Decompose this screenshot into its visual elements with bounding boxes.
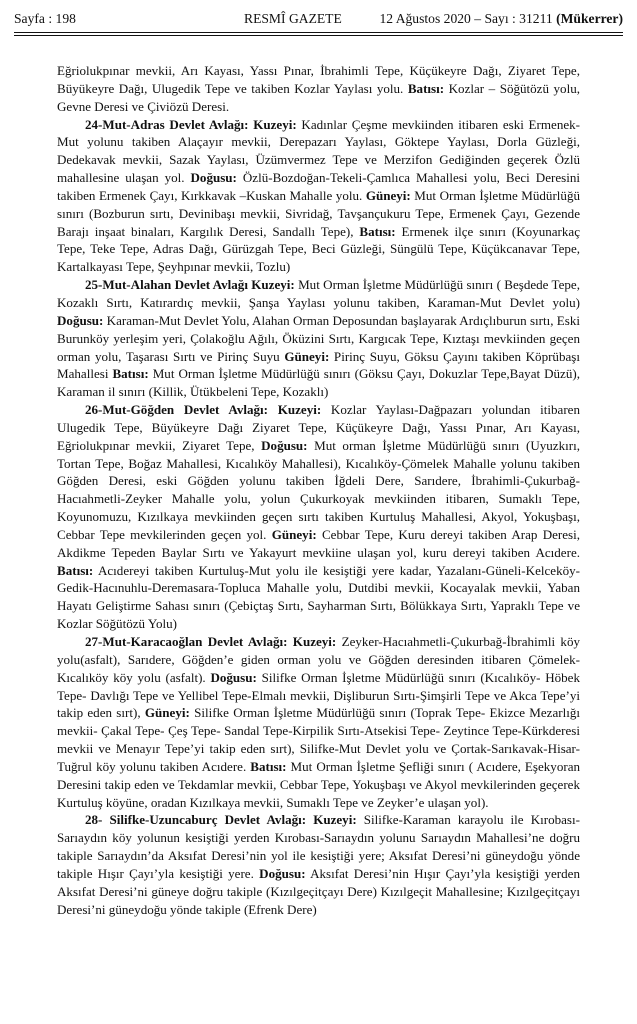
section-26 (57, 401, 580, 633)
section-25 (57, 276, 580, 401)
section-27-title: 27-Mut-Karacaoğlan Devlet Avlağı: (85, 634, 293, 649)
section-24-south-text: Mut Orman İşletme Müdürlüğü sınırı (Bozburun sırtı, Devinibaşı mevkii, Sivridağ, Tavşançukuru Tepe, Ermenek Çayı, Gezende Barajı inşaat binaları, Kargılık Deresi, Sandallı Tepe), (57, 187, 581, 239)
page-header (14, 8, 623, 30)
section-24-west-label: Batısı: (359, 223, 396, 239)
section-26-north-text: Kozlar Yaylası-Dağpazarı yolundan itibaren Ulugedik Tepe, Büyükeyre Dağı Ziyaret Tepe, Küçükeyre Dağı, Yassı Pınar, Arı Kayası, Eğriolukpınar mevkii, Ziyaret Tepe, (57, 402, 580, 453)
section-25-east-text: Karaman-Mut Devlet Yolu, Alahan Orman Deposundan başlayarak Ardıçlıburun sırtı, Eski Burunköy yerleşim yeri, Çolakoğlu Ağılı, Öküzini Sırtı, Kargıcak Tepe, Kıztaşı mevkiinden geçen orman yolu, Taşarası Sırtı ve Pirinç Suyu (57, 312, 580, 364)
section-25-north-text: Mut Orman İşletme Müdürlüğü sınırı ( Beşdede Tepe, Kozaklı Sırtı, Katırardıç mevkii, Şanşa Yaylası yolunu takiben, Karaman-Mut Devlet yolu) (57, 277, 580, 310)
section-25-south-text: Pirinç Suyu, Göksu Çayını takiben Köprübaşı Mahallesi (57, 348, 580, 382)
header-rule-bottom (14, 35, 623, 36)
intro-text-2: Kozlar – Söğütözü yolu, Gevne Deresi ve Çiviözü Deresi. (57, 80, 580, 114)
section-27-south-text: Silifke Orman İşletme Müdürlüğü sınırı (Toprak Tepe- Ekizce Mezarlığı mevkii- Çakal Tepe- Çeş Tepe- Sandal Tepe-Kirpilik Sırtı-Atsekisi Tepe- Zeytince Tepe-Kürkderesi mevkii ve Menayır Tepe’yi takip eden sırt), Silifke-Mut Devlet yolu ve Çortak-Sarıkavak-Hisar-Tuğrul köy yolunu takiben Acıdere. (57, 705, 580, 774)
section-26-south-text: Cebbar Tepe, Kuru dereyi takiben Arap Deresi, Akdikme Tepeden Baylar Sırtı ve Yakayurt mevkiine ulaşan yol, kuru dereyi takiben Acıdere. (57, 526, 581, 560)
section-28-east-text: Aksıfat Deresi’nin Hışır Çayı’yla kesiştiği yerden Aksıfat Deresi’ni güneye doğru takiple (Kızılgeçitçayı Dere) Kızılgeçit Mahallesine; Kızılgeçitçayı Deresi’ni güneydoğu yönde takiple (Efrenk Dere) (57, 865, 580, 917)
section-27 (57, 633, 580, 811)
intro-west-label: Batısı: (407, 80, 445, 96)
section-28-east-label: Doğusu: (259, 865, 306, 881)
section-25-title: 25-Mut-Alahan Devlet Avlağı Kuzeyi: (85, 277, 299, 293)
section-27-east-label: Doğusu: (210, 669, 257, 685)
section-26-south-label: Güneyi: (271, 526, 317, 542)
section-27-south-label: Güneyi: (144, 705, 190, 721)
section-26-north-label: Kuzeyi: (277, 402, 322, 418)
section-28-north-label: Kuzeyi: (313, 812, 357, 828)
header-rule-top (14, 32, 623, 33)
section-26-west-text: Acıdereyi takiben Kurtuluş-Mut yolu ile kesiştiği yere kadar, Yazalanı-Güneli-Kelceköy- Gedik-Hacınuhlu-Deremasara-Topluca Mahalle yolu, Dutdibi mevkii, Kocayalak mevkii, Yaban Hayatı Geliştirme Sahası sınırı (Çebiçtaş Sırtı, Sayharman Sırtı, Bölükkaya Sırtı, Yapraklı Tepe ve Kozlar Söğütözü Yolu) (57, 562, 580, 632)
section-28-title: 28- Silifke-Uzuncaburç Devlet Avlağı: (85, 812, 314, 828)
page-number: Sayfa : 198 (14, 11, 76, 26)
issue-date-number: 12 Ağustos 2020 – Sayı : 31211 (379, 11, 557, 26)
section-25-west-label: Batısı: (112, 366, 149, 382)
section-27-north-text: Zeyker-Hacıahmetli-Çukurbağ-İbrahimli köy yolu(asfalt), Sarıdere, Göğden’e giden orman yolu ve Göğden deresinden itibaren Çömelek-Kıcalıköy köy yolu (asfalt). (57, 634, 580, 685)
section-24-east-text: Özlü-Bozdoğan-Tekeli-Çamlıca Mahallesi yolu, Beci Deresini takiben Ermenek Çayı, Kırkkavak –Kuskan Mahalle yolu. (57, 170, 580, 203)
section-25-south-label: Güneyi: (284, 348, 330, 364)
section-24-north-label: Kuzeyi: (253, 116, 297, 132)
section-27-north-label: Kuzeyi: (292, 634, 337, 649)
section-26-east-label: Doğusu: (261, 437, 308, 453)
section-24-title: 24-Mut-Adras Devlet Avlağı: (85, 116, 254, 132)
section-26-title: 26-Mut-Göğden Devlet Avlağı: (85, 402, 278, 418)
section-24-east-label: Doğusu: (190, 170, 237, 186)
section-24-north-text: Kadınlar Çeşme mevkiinden itibaren eski Ermenek-Mut yolunu takiben Alaçayır mevkii, Derepazarı Yaylası, Göktepe Yaylası, Dorla Güzleği, Dedekavak mevkii, Sazak Yaylası, Üzümvermez Tepe ve Merzifon Gediğinden geçerek Özlü mahallesine ulaşan yol. (57, 116, 580, 186)
section-24-west-text: Ermenek ilçe sınırı (Koyunarkaç Tepe, Teke Tepe, Adras Dağı, Gürüzgah Tepe, Beci Güzleği, Süngülü Tepe, Küçükcanavar Tepe, Kartalkayası Tepe, Şeyhpınar mevkii, Tozlu) (57, 223, 581, 275)
gazette-title: RESMÎ GAZETE (244, 11, 342, 26)
section-25-east-label: Doğusu: (57, 312, 104, 328)
section-25-west-text: Mut Orman İşletme Müdürlüğü sınırı (Göksu Çayı, Dokuzlar Tepe,Bayat Düzü), Karaman il sınırı (Killik, Ütükbeleni Tepe, Kozaklı) (57, 366, 580, 400)
section-26-west-label: Batısı: (57, 562, 94, 578)
section-28-north-text: Silifke-Karaman karayolu ile Kırobası-Sarıaydın köy yolunun kesiştiği yerden Kırobası-Sarıaydın yolunu Sarıaydın Mahallesi’ne doğru takiple Sarıaydın’da Aksıfat Deresi’nin yol ile kesiştiği yere; Aksıfat Deresi’ni güneydoğu yönde takiple Hışır Çayı’yla kesiştiği yere. (57, 812, 580, 881)
section-28 (57, 811, 580, 918)
document-body (57, 62, 580, 919)
section-27-west-label: Batısı: (250, 758, 287, 774)
section-27-east-text: Silifke Orman İşletme Müdürlüğü sınırı (Kıcalıköy- Höbek Tepe- Davlığı Tepe ve Yellibel Tepe-Elmalı mevkii, Dişliburun Sırtı-Şimşirli Tepe ve Akca Tepe’yi takip eden sırt), (57, 669, 580, 721)
section-27-west-text: Mut Orman İşletme Şefliği sınırı ( Acıdere, Eşekyoran Deresini takip eden ve Tekdamlar mevkii, Cebbar Tepe, Yokuşbaşı ve Akyol mevkilerinden geçerek Kurtuluş köyüne, oradan Kızılkaya mevkii, Sumaklı Tepe ve Zeyker’e ulaşan yol). (57, 758, 581, 810)
section-24 (57, 116, 580, 277)
issue-supplement-label: (Mükerrer) (556, 11, 623, 26)
intro-paragraph (57, 62, 580, 116)
issue-info (379, 8, 623, 30)
intro-text-1: Eğriolukpınar mevkii, Arı Kayası, Yassı Pınar, İbrahimli Tepe, Küçükeyre Dağı, Ziyaret Tepe, Büyükeyre Dağı, Ulugedik Tepe ve takiben Kozlar Yaylası yolu. (57, 63, 580, 96)
section-24-south-label: Güneyi: (365, 187, 411, 203)
section-26-east-text: Mut orman İşletme Müdürlüğü sınırı (Uyuzkırı, Tortan Tepe, Boğaz Mahallesi, Kıcalıköy Mahallesi), Kıcalıköy-Çömelek Mahalle yolunu takiben Göğden Deresi, eski Göğden yolunu takiben İğdeli Dere, Sarıdere, İbrahimli-Çukurbağ-Hacıahmetli-Zeyker Mahalle yolu, yolun Çukurkoyak mevkiinden itibaren, Sumaklı Tepe, Koyunomuzu, Kızılkaya mevkiinden geçen sırtı takiben Kurtuluş Mahallesi, Akyol, Yokuşbaşı, Cebbar Tepe mevkilerinden geçen yol. (57, 437, 580, 542)
